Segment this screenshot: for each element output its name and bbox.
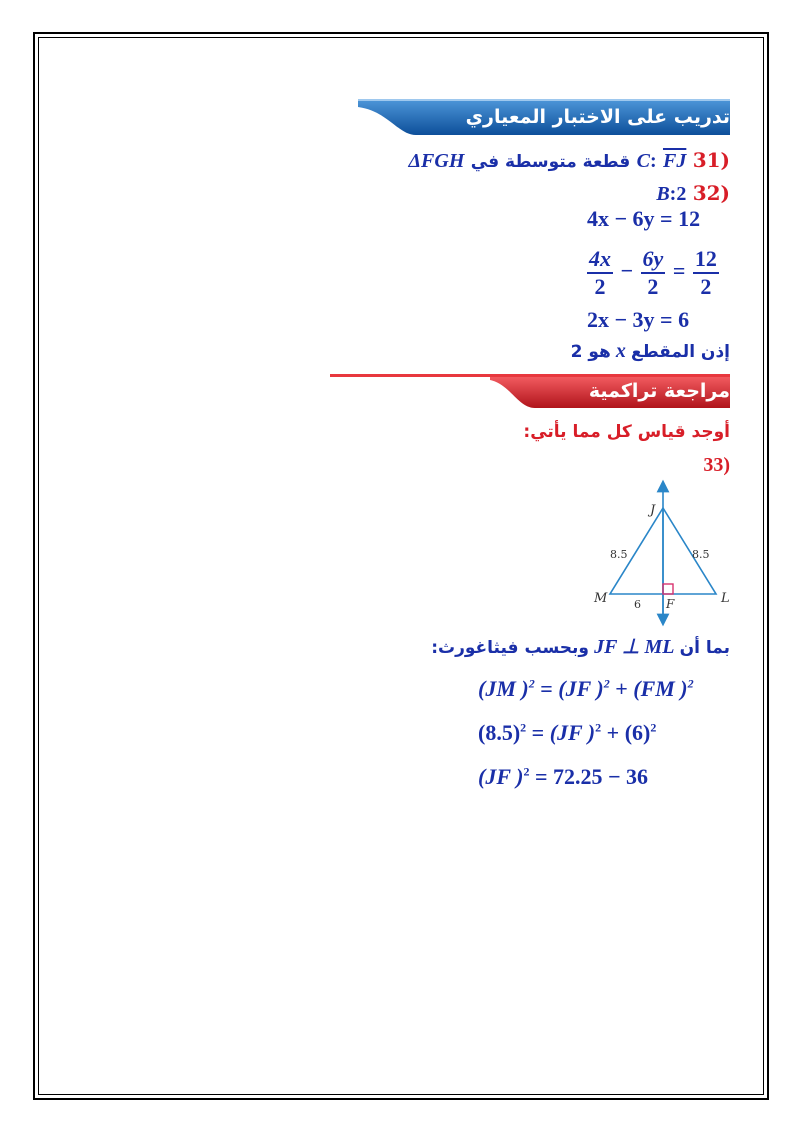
conclusion-value: هو 2 [570,342,611,362]
conclusion-text: إذن المقطع [631,342,730,362]
term-fm: (FM ) [633,676,688,701]
since-text: بما أن [679,638,730,658]
exponent: 2 [595,720,602,735]
label-l: L [721,591,730,606]
operator-equals: = [531,720,545,745]
instruction-text: أوجد قياس كل مما يأتي: [523,422,730,442]
equation-2-fractions [585,246,721,300]
operator-plus: + [606,720,620,745]
fraction-numerator: 12 [693,246,719,274]
pythagoras-line-2 [478,720,656,746]
fraction-denominator: 2 [594,274,606,299]
triangle-figure [588,478,738,628]
pythagoras-line-3 [478,764,648,790]
triangle-label: ΔFGH [408,150,465,172]
fraction-denominator: 2 [647,274,659,299]
operator-equals: = [540,676,553,701]
term-jm: (JM ) [478,676,529,701]
answer-value: 2 [676,183,687,205]
question-31 [409,148,730,173]
operator-equals: = [672,258,686,284]
label-m: M [594,591,608,606]
exponent: 2 [520,720,527,735]
pythagoras-text: وبحسب فيثاغورث: [431,638,589,658]
exponent: 2 [603,676,610,691]
operator-minus: − [620,258,634,284]
question-33-number: (33 [703,454,730,476]
section-title-standardized-practice: تدريب على الاختبار المعياري [465,106,730,128]
question-number: (32 [692,181,730,205]
equation-1: 4x − 6y = 12 [587,206,701,231]
label-mf-length: 6 [634,598,641,611]
pythagoras-line-1 [478,676,694,702]
answer-choice: B [656,183,670,205]
exponent: 2 [523,764,530,779]
equation-3: 2x − 3y = 6 [587,307,690,332]
question-32 [656,181,730,206]
segment-fj: FJ [662,150,687,172]
term-jf: (JF ) [558,676,604,701]
result-expression: = 72.25 − 36 [534,764,649,789]
since-statement [431,634,730,659]
term-8-5: (8.5) [478,720,521,745]
label-f: F [666,597,675,611]
term-jf: (JF ) [478,764,524,789]
label-j: J [650,503,656,518]
term-jf: (JF ) [549,720,596,745]
separator: : [649,150,657,172]
fraction-numerator: 6y [641,246,666,274]
separator: : [669,183,677,205]
term-6: (6) [624,720,651,745]
exponent: 2 [528,676,535,691]
fraction-denominator: 2 [700,274,712,299]
exponent: 2 [650,720,657,735]
fraction-numerator: 4x [587,246,613,274]
section-title-cumulative-review: مراجعة تراكمية [588,380,730,402]
exponent: 2 [687,676,694,691]
label-jl-length: 8.5 [692,548,710,561]
right-angle-mark [663,584,673,594]
question-number: (31 [692,148,730,172]
statement-text: قطعة متوسطة في [470,152,631,172]
label-jm-length: 8.5 [610,548,628,561]
perpendicular-relation: JF ⊥ ML [594,636,675,658]
conclusion-line [571,340,730,363]
answer-choice: C [636,150,650,172]
operator-plus: + [615,676,628,701]
variable-x: x [615,340,626,362]
